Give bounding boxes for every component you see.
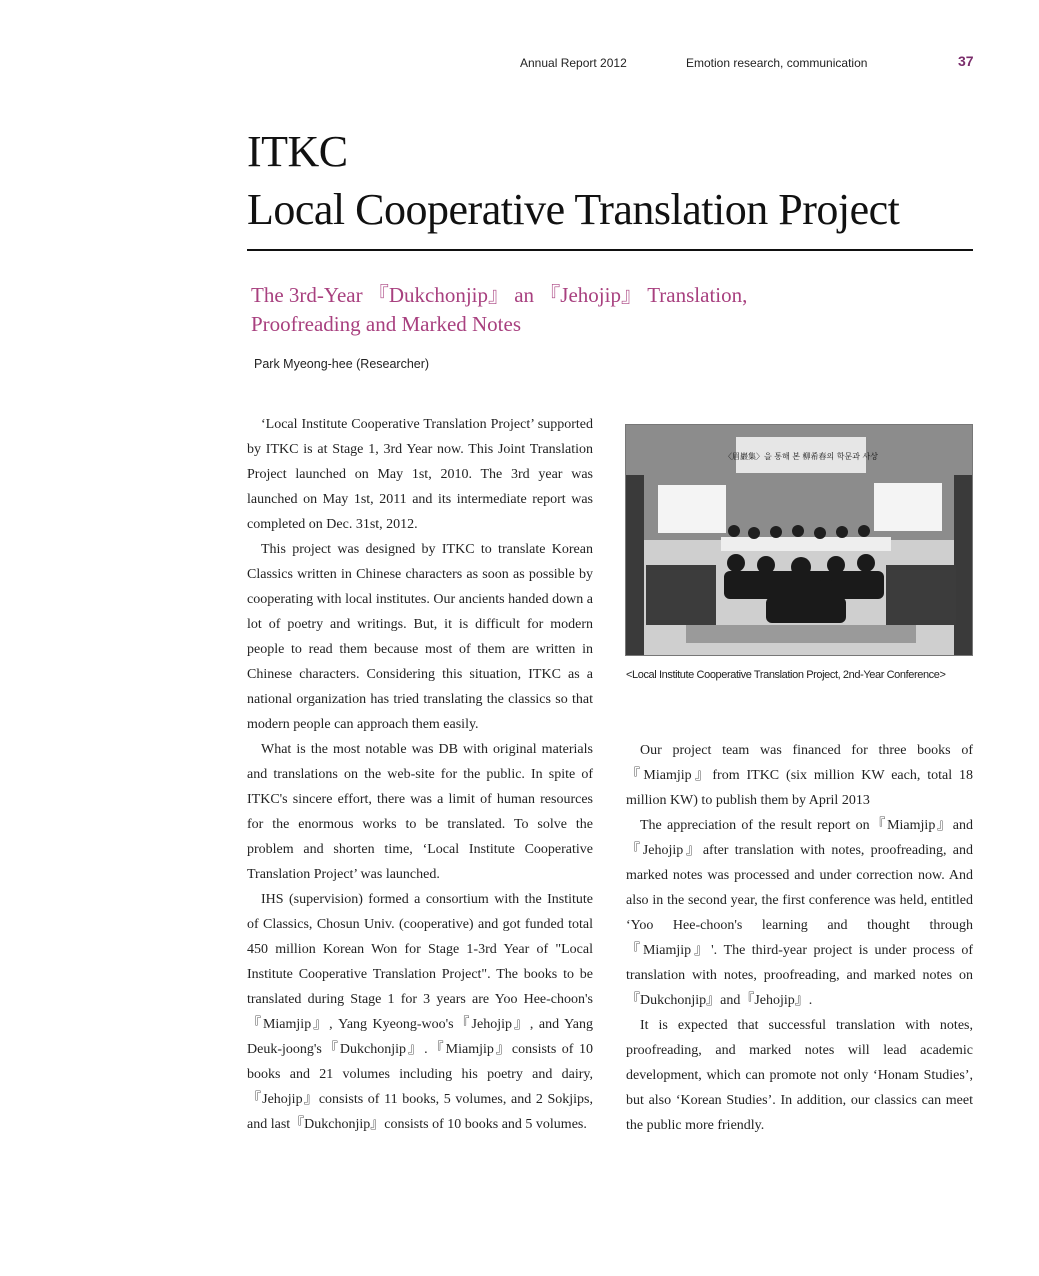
running-header-report: Annual Report 2012 xyxy=(520,56,627,70)
paragraph: It is expected that successful translation with notes, proofreading, and marked notes will lead academic development, which can promote not only ‘Honam Studies’, but also ‘Korean Studies’. In addition, our classics can meet the public more friendly. xyxy=(626,1018,973,1133)
author-byline: Park Myeong-hee (Researcher) xyxy=(254,357,430,371)
running-header-section: Emotion research, communication xyxy=(686,56,868,70)
article-subtitle xyxy=(251,281,811,339)
subtitle-line-1: The 3rd-Year 『Dukchonjip』 an 『Jehojip』 Translation, xyxy=(251,283,748,307)
photo-banner-text: 〈眉巖集〉을 통해 본 柳希春의 학문과 사상 xyxy=(724,452,878,461)
paragraph: ‘Local Institute Cooperative Translation Project’ supported by ITKC is at Stage 1, 3rd Year now. This Joint Translation Project launched on May 1st, 2010. The 3rd year was launched on May 1st, 2011 and its intermediate report was completed on Dec. 31st, 2012. xyxy=(247,417,593,532)
title-line-1: ITKC xyxy=(247,127,348,176)
paragraph: The appreciation of the result report on『Miamjip』and『Jehojip』after translation with notes, proofreading, and marked notes was processed and under correction now. And also in the second year, the first conference was held, entitled ‘Yoo Hee-choon's learning and thought through『Miamjip』'. The third-year project is under process of translation with notes, proofreading, and marked notes on『Dukchonjip』and『Jehojip』. xyxy=(626,818,973,1008)
body-column-right xyxy=(626,738,973,1138)
title-rule xyxy=(247,249,973,251)
conference-photo xyxy=(625,424,973,656)
page-number: 37 xyxy=(958,53,974,69)
page-title xyxy=(247,123,899,239)
paragraph: This project was designed by ITKC to translate Korean Classics written in Chinese characters as soon as possible by cooperating with local institutes. Our ancients handed down a lot of poetry and writings. But, it is difficult for modern people to read them because most of them are written in Chinese characters. Considering this situation, ITKC as a national organization has tried translating the classics so that modern people can approach them easily. xyxy=(247,542,593,732)
subtitle-line-2: Proofreading and Marked Notes xyxy=(251,312,522,336)
paragraph: IHS (supervision) formed a consortium with the Institute of Classics, Chosun Univ. (cooperative) and got funded total 450 million Korean Won for Stage 1-3rd Year of "Local Institute Cooperative Translation Project". The books to be translated during Stage 1 for 3 years are Yoo Hee-choon's『Miamjip』, Yang Kyeong-woo's『Jehojip』, and Yang Deuk-joong's『Dukchonjip』.『Miamjip』consists of 10 books and 21 volumes including his poetry and dairy,『Jehojip』consists of 11 books, 5 volumes, and 2 Sokjips, and last『Dukchonjip』consists of 10 books and 5 volumes. xyxy=(247,892,593,1132)
body-column-left xyxy=(247,412,593,1137)
paragraph: Our project team was financed for three books of『Miamjip』from ITKC (six million KW each, total 18 million KW) to publish them by April 2013 xyxy=(626,743,973,808)
photo-caption: <Local Institute Cooperative Translation Project, 2nd-Year Conference> xyxy=(626,669,946,681)
title-line-2: Local Cooperative Translation Project xyxy=(247,185,900,234)
paragraph: What is the most notable was DB with original materials and translations on the web-site for the public. In spite of ITKC's sincere effort, there was a limit of human resources for the enormous works to be translated. To solve the problem and shorten time, ‘Local Institute Cooperative Translation Project’ was launched. xyxy=(247,742,593,882)
